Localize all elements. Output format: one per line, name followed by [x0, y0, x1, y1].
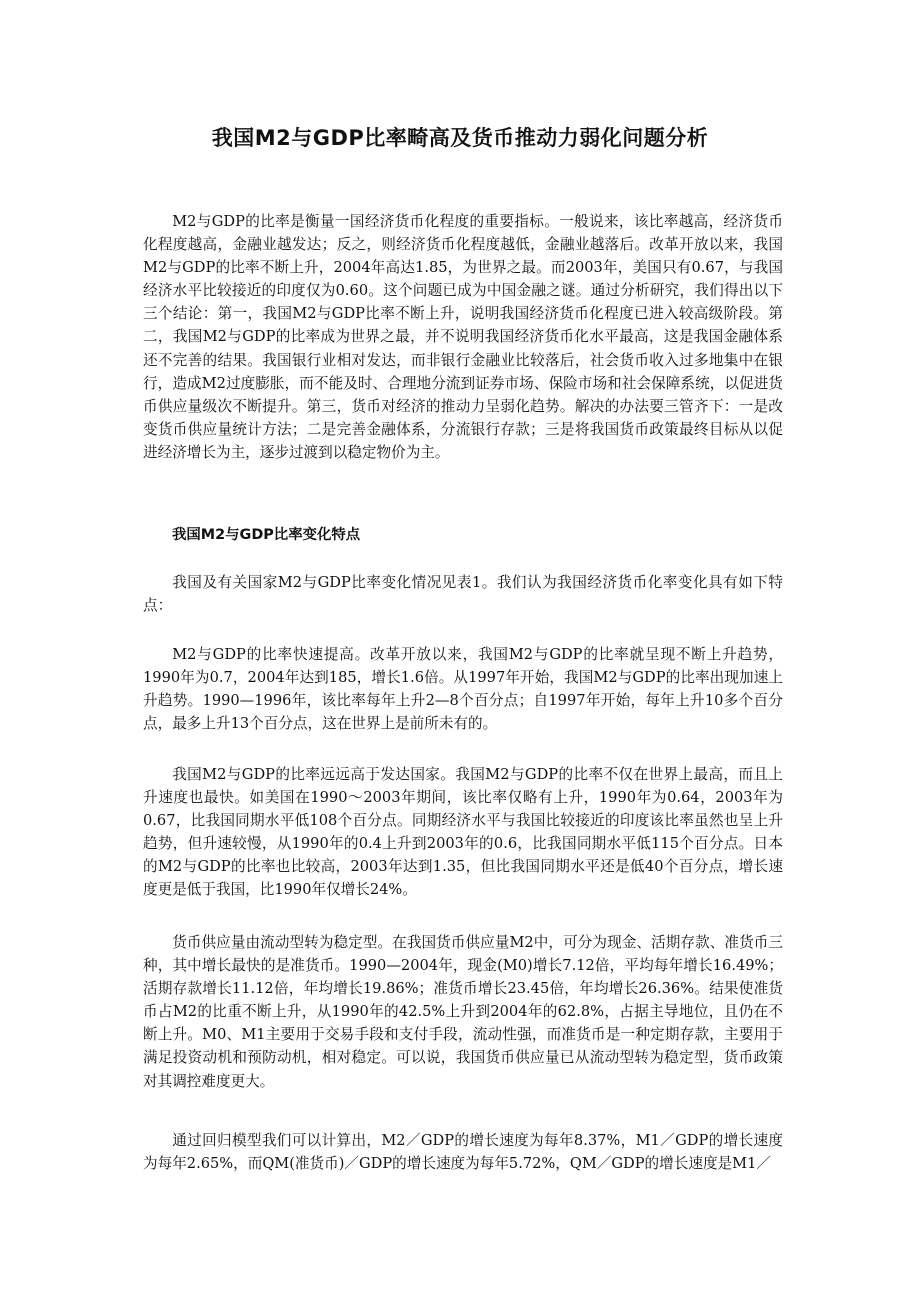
paragraph-regression: 通过回归模型我们可以计算出，M2／GDP的增长速度为每年8.37%，M1／GDP的增长速度为每年2.65%，而QM(准货币)／GDP的增长速度为每年5.72%，QM／GDP的增长速度是M1／: [143, 1132, 783, 1173]
paragraph-rapid-growth: M2与GDP的比率快速提高。改革开放以来，我国M2与GDP的比率就呈现不断上升趋势，1990年为0.7，2004年达到185，增长1.6倍。从1997年开始，我国M2与GDP的比率出现加速上升趋势。1990—1996年，该比率每年上升2—8个百分点；自1997年开始，每年上升10多个百分点，最多上升13个百分点，这在世界上是前所未有的。: [143, 646, 783, 733]
section-heading: 我国M2与GDP比率变化特点: [172, 527, 361, 543]
document-title: 我国M2与GDP比率畸高及货币推动力弱化问题分析: [211, 126, 709, 150]
paragraph-comparison: 我国M2与GDP的比率远远高于发达国家。我国M2与GDP的比率不仅在世界上最高，而且上升速度也最快。如美国在1990～2003年期间，该比率仅略有上升，1990年为0.64，2003年为0.67，比我国同期水平低108个百分点。同期经济水平与我国比较接近的印度该比率虽然也呈上升趋势，但升速较慢，从1990年的0.4上升到2003年的0.6，比我国同期水平低115个百分点。日本的M2与GDP的比率也比较高，2003年达到1.35，但比我国同期水平还是低40个百分点，增长速度更是低于我国，比1990年仅增长24%。: [143, 766, 783, 899]
paragraph-abstract: M2与GDP的比率是衡量一国经济货币化程度的重要指标。一般说来，该比率越高，经济货币化程度越高，金融业越发达；反之，则经济货币化程度越低，金融业越落后。改革开放以来，我国M2与GDP的比率不断上升，2004年高达1.85，为世界之最。而2003年，美国只有0.67，与我国经济水平比较接近的印度仅为0.60。这个问题已成为中国金融之谜。通过分析研究，我们得出以下三个结论：第一，我国M2与GDP比率不断上升，说明我国经济货币化程度已进入较高级阶段。第二，我国M2与GDP的比率成为世界之最，并不说明我国经济货币化水平最高，这是我国金融体系还不完善的结果。我国银行业相对发达，而非银行金融业比较落后，社会货币收入过多地集中在银行，造成M2过度膨胀，而不能及时、合理地分流到证券市场、保险市场和社会保障系统，以促进货币供应量级次不断提升。第三，货币对经济的推动力呈弱化趋势。解决的办法要三管齐下：一是改变货币供应量统计方法；二是完善金融体系，分流银行存款；三是将我国货币政策最终目标从以促进经济增长为主，逐步过渡到以稳定物价为主。: [143, 213, 783, 461]
paragraph-intro: 我国及有关国家M2与GDP比率变化情况见表1。我们认为我国经济货币化率变化具有如下特点：: [143, 574, 783, 615]
paragraph-money-supply: 货币供应量由流动型转为稳定型。在我国货币供应量M2中，可分为现金、活期存款、准货币三种，其中增长最快的是准货币。1990—2004年，现金(M0)增长7.12倍，平均每年增长16.49%；活期存款增长11.12倍，年均增长19.86%；准货币增长23.45倍，年均增长26.36%。结果使准货币占M2的比重不断上升，从1990年的42.5%上升到2004年的62.8%，占据主导地位，且仍在不断上升。M0、M1主要用于交易手段和支付手段，流动性强，而准货币是一种定期存款，主要用于满足投资动机和预防动机，相对稳定。可以说，我国货币供应量已从流动型转为稳定型，货币政策对其调控难度更大。: [143, 934, 783, 1090]
